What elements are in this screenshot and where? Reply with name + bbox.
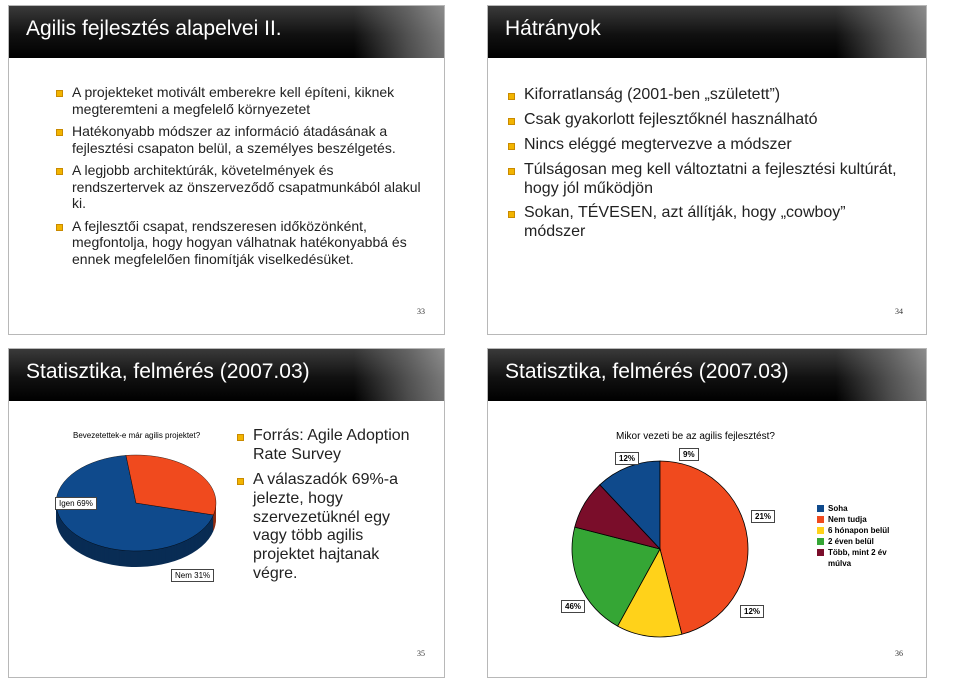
slide-title-bar — [9, 6, 444, 58]
slide-title: Statisztika, felmérés (2007.03) — [26, 360, 310, 383]
page-number: 35 — [417, 649, 425, 658]
title-bar-accent — [836, 6, 926, 58]
bullet-icon — [56, 224, 63, 231]
data-label-nem-tudja: 46% — [561, 600, 585, 613]
bullet-icon — [237, 478, 244, 485]
bullet-text: Hatékonyabb módszer az információ átadásának a fejlesztési csapaton belül, a személyes beszélgetés. — [72, 123, 396, 156]
slide-title: Agilis fejlesztés alapelvei II. — [26, 17, 282, 40]
legend-label: Soha — [828, 504, 848, 513]
bullet-icon — [508, 143, 515, 150]
legend-swatch — [817, 538, 824, 545]
bullet-text: Kiforratlanság (2001-ben „született”) — [524, 86, 781, 103]
page-number: 33 — [417, 307, 425, 316]
legend-item — [817, 514, 907, 525]
legend-swatch — [817, 527, 824, 534]
chart-title: Bevezetettek-e már agilis projektet? — [73, 431, 201, 440]
bullet-text: A fejlesztői csapat, rendszeresen időközönként, megfontolja, hogy hogyan válhatnak hatékonyabbá és ennek megfelelően finomítják viselkedésüket. — [72, 217, 407, 267]
bullet-list — [56, 84, 426, 273]
bullet-text: Forrás: Agile Adoption Rate Survey — [253, 427, 410, 463]
title-bar-accent — [354, 6, 444, 58]
list-item — [508, 86, 908, 105]
page-number: 34 — [895, 307, 903, 316]
chart-title: Mikor vezeti be az agilis fejlesztést? — [616, 431, 775, 442]
bullet-icon — [237, 434, 244, 441]
slide-title: Hátrányok — [505, 17, 601, 40]
legend-item — [817, 525, 907, 536]
pie-slices — [572, 461, 748, 637]
bullet-text: A válaszadók 69%-a jelezte, hogy szervezetüknél egy vagy több agilis projektet hajtanak végre. — [253, 470, 398, 583]
bullet-icon — [508, 168, 515, 175]
pie-slices — [56, 455, 216, 567]
list-item — [508, 161, 908, 199]
slide-title: Statisztika, felmérés (2007.03) — [505, 360, 789, 383]
bullet-icon — [56, 129, 63, 136]
legend-label: Nem tudja — [828, 515, 867, 524]
legend-label: 2 éven belül — [828, 537, 874, 546]
list-item — [56, 218, 426, 268]
legend-label: 6 hónapon belül — [828, 526, 890, 535]
data-label-nem: Nem 31% — [171, 569, 214, 582]
data-label-tobb-mint-2-ev: 9% — [679, 448, 699, 461]
list-item — [508, 136, 908, 155]
bullet-text: Csak gyakorlott fejlesztőknél használható — [524, 110, 818, 128]
slide-title-bar — [9, 349, 444, 401]
bullet-list — [237, 427, 427, 590]
slide-33 — [8, 5, 445, 335]
list-item — [508, 204, 908, 242]
legend-item — [817, 503, 907, 514]
data-label-soha: 12% — [615, 452, 639, 465]
legend-label: Több, mint 2 év múlva — [828, 548, 887, 568]
data-label-igen: Igen 69% — [55, 497, 97, 510]
list-item — [237, 471, 427, 584]
pie-chart-timing — [560, 449, 760, 649]
title-bar-accent — [836, 349, 926, 401]
bullet-text: A legjobb architektúrák, követelmények és rendszertervek az önszerveződő csapatmunkából alakul ki. — [72, 162, 421, 212]
page-number: 36 — [895, 649, 903, 658]
legend-swatch — [817, 516, 824, 523]
data-label-6-honapon-belul: 12% — [740, 605, 764, 618]
list-item — [56, 162, 426, 212]
bullet-icon — [56, 90, 63, 97]
title-bar-accent — [354, 349, 444, 401]
list-item — [56, 84, 426, 117]
list-item — [237, 427, 427, 465]
bullet-icon — [508, 211, 515, 218]
bullet-icon — [508, 93, 515, 100]
legend-swatch — [817, 505, 824, 512]
slide-title-bar — [488, 349, 926, 401]
slide-34 — [487, 5, 927, 335]
bullet-text: Túlságosan meg kell változtatni a fejlesztési kultúrát, hogy jól működjön — [524, 160, 897, 197]
bullet-icon — [508, 118, 515, 125]
data-label-2-even-belul: 21% — [751, 510, 775, 523]
bullet-text: Nincs eléggé megtervezve a módszer — [524, 135, 792, 153]
chart-legend — [817, 503, 907, 569]
bullet-icon — [56, 168, 63, 175]
bullet-list — [508, 86, 908, 248]
legend-item — [817, 547, 907, 569]
legend-swatch — [817, 549, 824, 556]
list-item — [56, 123, 426, 156]
list-item — [508, 111, 908, 130]
bullet-text: A projekteket motivált emberekre kell építeni, kiknek megteremteni a megfelelő környezetet — [72, 84, 395, 117]
slide-title-bar — [488, 6, 926, 58]
legend-item — [817, 536, 907, 547]
slide-36 — [487, 348, 927, 678]
bullet-text: Sokan, TÉVESEN, azt állítják, hogy „cowboy” módszer — [524, 204, 846, 241]
slide-35 — [8, 348, 445, 678]
